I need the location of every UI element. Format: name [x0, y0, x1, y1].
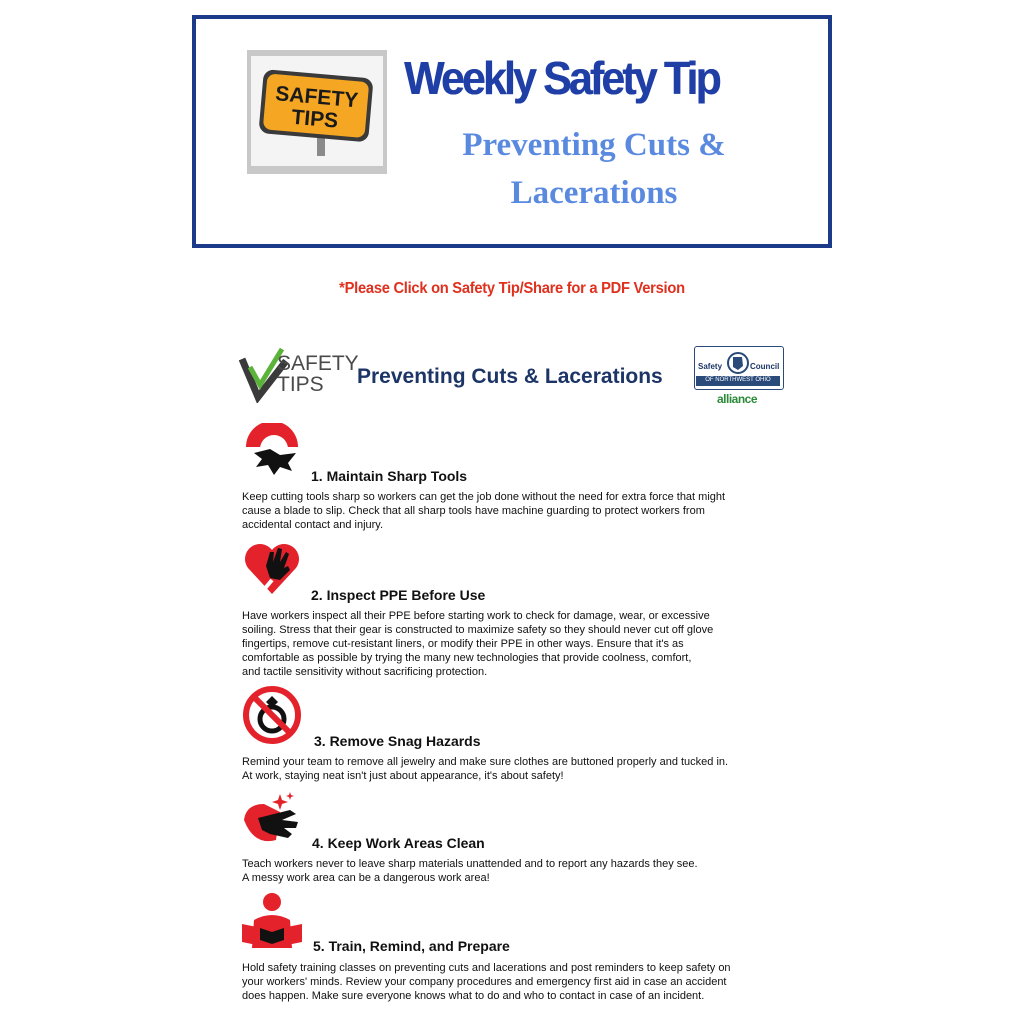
banner-subtitle-line-2: Lacerations	[510, 175, 678, 211]
person-reading-icon	[240, 890, 304, 952]
banner-subtitle-line-1: Preventing Cuts &	[462, 127, 726, 163]
tip-1-heading: 1. Maintain Sharp Tools	[311, 468, 468, 484]
banner-subtitle	[424, 121, 764, 217]
pdf-version-link[interactable]: *Please Click on Safety Tip/Share for a PDF Version	[339, 280, 685, 297]
logo-text-line-2: TIPS	[277, 373, 324, 396]
safety-tips-sign-image	[247, 50, 387, 174]
tip-4-heading: 4. Keep Work Areas Clean	[312, 835, 485, 851]
cleaning-hand-icon	[240, 790, 304, 852]
safety-council-logo	[694, 346, 784, 390]
tip-2-body: Have workers inspect all their PPE before starting work to check for damage, wear, or excessive soiling. Stress that their gear is constructed to maximize safety so they should never cut off glove fingertips, remove cut-resistant liners, or modify their PPE in other ways. Ensure that it's as comfortable as possible by trying the many new technologies that provide coolness, comfort, and tactile sensitivity without sacrificing protection.	[242, 610, 714, 678]
no-ring-icon	[240, 684, 304, 746]
glove-heart-icon	[240, 538, 304, 600]
tip-4-body: Teach workers never to leave sharp materials unattended and to report any hazards they see. A messy work area can be a dangerous work area!	[242, 858, 698, 884]
infographic-title: Preventing Cuts & Lacerations	[357, 365, 663, 388]
sign-text-line-1: SAFETY	[274, 82, 360, 113]
header-banner[interactable]	[192, 15, 832, 248]
council-subtitle: OF NORTHWEST OHIO	[705, 377, 771, 383]
safety-tips-logo-text	[277, 353, 359, 395]
tip-3-body: Remind your team to remove all jewelry and make sure clothes are buttoned properly and tucked in. At work, staying neat isn't just about appearance, it's about safety!	[242, 756, 729, 782]
tip-1-body: Keep cutting tools sharp so workers can get the job done without the need for extra force that might cause a blade to slip. Check that all sharp tools have machine guarding to protect workers from accidental contact and injury.	[242, 491, 726, 531]
ohio-state-icon	[726, 352, 750, 374]
council-label-right: Council	[750, 362, 780, 371]
tip-5-body: Hold safety training classes on preventing cuts and lacerations and post reminders to keep safety on your workers' minds. Review your company procedures and emergency first aid in case an accident does happen. Make sure everyone knows what to do and who to contact in case of an incident.	[242, 962, 731, 1002]
tip-3-heading: 3. Remove Snag Hazards	[314, 733, 481, 749]
tip-5-heading: 5. Train, Remind, and Prepare	[313, 938, 510, 954]
alliance-logo-text: alliance	[717, 392, 758, 406]
circular-saw-icon	[240, 423, 304, 485]
logo-text-line-1: SAFETY	[277, 352, 359, 375]
council-label-left: Safety	[698, 362, 723, 371]
sign-icon	[247, 50, 387, 174]
tip-2-heading: 2. Inspect PPE Before Use	[311, 587, 486, 603]
banner-title: Weekly Safety Tip	[404, 52, 719, 104]
sign-text-line-2: TIPS	[290, 105, 340, 133]
